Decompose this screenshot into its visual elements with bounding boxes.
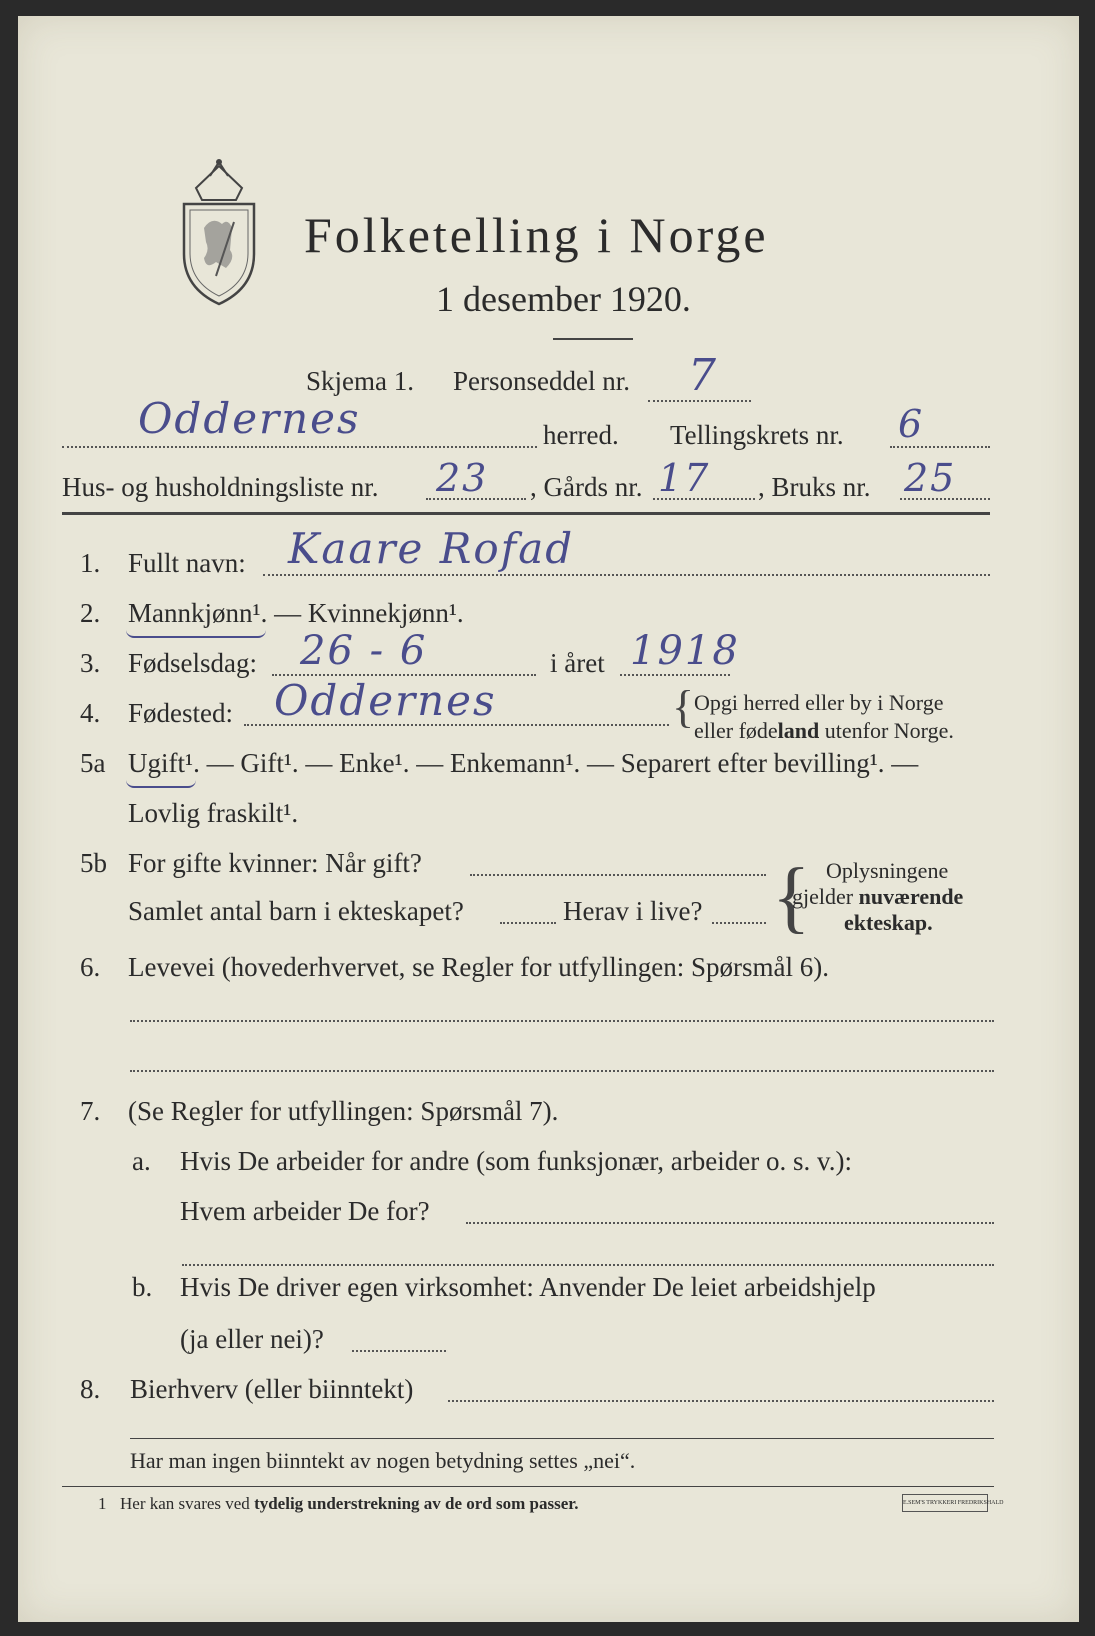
marital-status-options[interactable]: Ugift¹. — Gift¹. — Enke¹. — Enkemann¹. — Separert efter bevilling¹. — [128, 748, 919, 778]
children-total-line [500, 922, 556, 924]
q4-note-brace: { [672, 681, 695, 732]
children-total-label: Samlet antal barn i ekteskapet? [128, 896, 464, 926]
q7b-question: Hvis De driver egen virksomhet: Anvender De leiet arbeidshjelp [180, 1272, 876, 1302]
children-alive-line [712, 922, 766, 924]
hired-help-line [352, 1350, 446, 1352]
q7b-letter: b. [132, 1272, 153, 1302]
year-label: i året [550, 648, 605, 678]
birthyear-line [620, 674, 730, 676]
occupation-line-1 [130, 1020, 994, 1022]
children-alive-label: Herav i live? [563, 896, 703, 926]
full-name-line [263, 574, 990, 576]
married-when-label: For gifte kvinner: Når gift? [128, 848, 422, 878]
personseddel-value[interactable]: 7 [688, 350, 718, 401]
footnote-text: Her kan svares ved tydelig understrekning av de ord som passer. [120, 1494, 579, 1513]
employer-line-2 [182, 1264, 994, 1266]
husliste-value[interactable]: 23 [436, 456, 489, 500]
q5a-number: 5a [80, 748, 106, 778]
husliste-label: Hus- og husholdningsliste nr. [62, 472, 379, 502]
q5b-note-line3: ekteskap. [844, 910, 933, 935]
census-date: 1 desember 1920. [436, 279, 691, 319]
census-form-page [18, 16, 1079, 1622]
q5b-note-brace: { [772, 853, 811, 941]
q2-number: 2. [80, 598, 101, 628]
q8-number: 8. [80, 1374, 101, 1404]
q5b-note-line1: Oplysningene [826, 858, 949, 883]
q6-number: 6. [80, 952, 101, 982]
q1-label: Fullt navn: [128, 548, 246, 578]
birthdate-value[interactable]: 26 - 6 [300, 628, 428, 674]
footnote-number: 1 [98, 1494, 107, 1513]
q7a-letter: a. [132, 1146, 151, 1176]
q7a-question: Hvis De arbeider for andre (som funksjonær, arbeider o. s. v.): [180, 1146, 852, 1176]
footer-divider [130, 1438, 994, 1439]
q4-note-line2: eller fødeland utenfor Norge. [694, 718, 954, 743]
q4-number: 4. [80, 698, 101, 728]
married-when-line [470, 874, 766, 876]
tellingskrets-value[interactable]: 6 [898, 402, 925, 446]
printer-stamp: E.SEM'S TRYKKERI FREDRIKSHALD [902, 1494, 988, 1512]
birthyear-value[interactable]: 1918 [630, 628, 740, 674]
q7-label: (Se Regler for utfyllingen: Spørsmål 7). [128, 1096, 559, 1126]
occupation-line-2 [130, 1070, 994, 1072]
norway-coat-of-arms-icon [176, 158, 262, 308]
employer-line-1 [466, 1222, 994, 1224]
hired-help-label: (ja eller nei)? [180, 1324, 324, 1354]
full-name-value[interactable]: Kaare Rofad [288, 524, 575, 573]
q4-note-line1: Opgi herred eller by i Norge [694, 690, 944, 715]
birthplace-value[interactable]: Oddernes [274, 676, 497, 725]
side-income-label: Bierhverv (eller biinntekt) [130, 1374, 414, 1404]
q3-label: Fødselsdag: [128, 648, 258, 678]
q7-number: 7. [80, 1096, 101, 1126]
marital-status-divorced[interactable]: Lovlig fraskilt¹. [128, 798, 299, 828]
gards-label: , Gårds nr. [530, 472, 643, 502]
sex-options[interactable]: Mannkjønn¹. — Kvinnekjønn¹. [128, 598, 464, 628]
skjema-label: Skjema 1. [306, 366, 414, 396]
side-income-line [448, 1400, 994, 1402]
personseddel-label: Personseddel nr. [453, 366, 630, 396]
title-divider [553, 338, 633, 340]
employer-label: Hvem arbeider De for? [180, 1196, 430, 1226]
q5b-number: 5b [80, 848, 107, 878]
herred-value[interactable]: Oddernes [138, 394, 361, 443]
gards-value[interactable]: 17 [658, 456, 711, 500]
tellingskrets-label: Tellingskrets nr. [670, 420, 844, 450]
herred-label: herred. [543, 420, 619, 450]
bruks-value[interactable]: 25 [904, 456, 957, 500]
header-divider [62, 512, 990, 515]
footnote-divider [62, 1486, 994, 1487]
q5b-note-line2: gjelder nuværende [792, 884, 964, 909]
tellingskrets-line [890, 446, 990, 448]
occupation-label: Levevei (hovederhvervet, se Regler for utfyllingen: Spørsmål 6). [128, 952, 830, 982]
bruks-label: , Bruks nr. [758, 472, 871, 502]
q4-label: Fødested: [128, 698, 233, 728]
marital-underline-mark [126, 780, 196, 788]
footer-note: Har man ingen biinntekt av nogen betydning settes „nei“. [130, 1448, 636, 1473]
form-title: Folketelling i Norge [304, 207, 769, 263]
q3-number: 3. [80, 648, 101, 678]
q1-number: 1. [80, 548, 101, 578]
herred-line [62, 446, 537, 448]
sex-underline-mark [126, 630, 266, 638]
